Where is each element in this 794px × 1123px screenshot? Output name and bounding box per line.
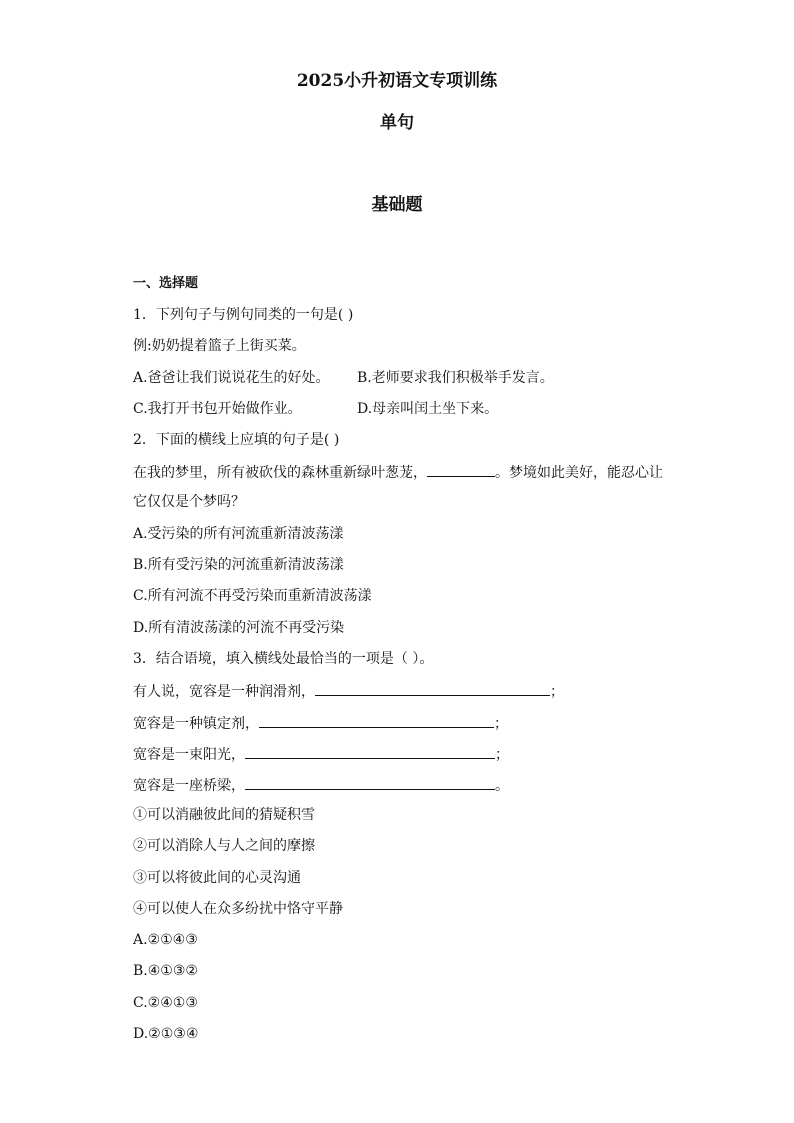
q3-phrase-1: ①可以消融彼此间的猜疑积雪 [133,807,315,823]
q3-line1-punct: ； [550,684,564,700]
q1-option-c: C.我打开书包开始做作业。 [133,401,302,417]
q2-passage-line2: 它仅仅是个梦吗？ [133,494,245,510]
q3-line4-punct: 。 [495,778,509,794]
q3-passage-line2 [133,713,508,733]
q3-option-c: C.②④①③ [133,995,198,1011]
section-heading: 一、选择题 [133,276,199,291]
q3-line3-text: 宽容是一束阳光， [133,747,245,763]
q2-passage-after-blank: 。梦境如此美好，能忍心让 [495,465,663,481]
q3-blank-1 [315,681,550,696]
q3-passage-line4 [133,775,509,795]
q2-blank [427,462,495,477]
q3-line2-text: 宽容是一种镇定剂， [133,716,259,732]
q3-line2-punct: ； [494,716,508,732]
level-heading: 基础题 [371,195,423,215]
q2-option-c: C.所有河流不再受污染而重新清波荡漾 [133,588,372,604]
q1-option-a: A.爸爸让我们说说花生的好处。 [133,370,330,386]
q3-blank-2 [259,713,494,728]
q3-phrase-3: ③可以将彼此间的心灵沟通 [133,870,301,886]
q1-stem: 1．下列句子与例句同类的一句是( ) [133,307,354,323]
q2-option-d: D.所有清波荡漾的河流不再受污染 [133,620,345,636]
q3-option-b: B.④①③② [133,963,198,979]
q2-passage-line1 [133,462,663,482]
q1-option-b: B.老师要求我们积极举手发言。 [357,370,554,386]
q2-option-a: A.受污染的所有河流重新清波荡漾 [133,526,344,542]
q3-stem: 3．结合语境，填入横线处最恰当的一项是（ ）。 [133,651,434,667]
q1-example: 例:奶奶提着篮子上街买菜。 [133,338,306,354]
q3-passage-line1 [133,681,564,701]
q3-line4-text: 宽容是一座桥梁， [133,778,245,794]
q3-passage-line3 [133,744,509,764]
q3-phrase-4: ④可以使人在众多纷扰中恪守平静 [133,901,343,917]
q2-option-b: B.所有受污染的河流重新清波荡漾 [133,557,344,573]
q3-line1-text: 有人说，宽容是一种润滑剂， [133,684,315,700]
q2-stem: 2．下面的横线上应填的句子是( ) [133,432,340,448]
q3-option-a: A.②①④③ [133,932,198,948]
q3-phrase-2: ②可以消除人与人之间的摩擦 [133,838,315,854]
doc-subtitle: 单句 [380,113,414,133]
doc-title: 2025小升初语文专项训练 [296,71,498,91]
q3-blank-4 [245,775,495,790]
q3-option-d: D.②①③④ [133,1026,199,1042]
q3-line3-punct: ； [495,747,509,763]
q1-option-d: D.母亲叫闰土坐下来。 [357,401,499,417]
q2-passage-before-blank: 在我的梦里，所有被砍伐的森林重新绿叶葱茏， [133,465,427,481]
q3-blank-3 [245,744,495,759]
